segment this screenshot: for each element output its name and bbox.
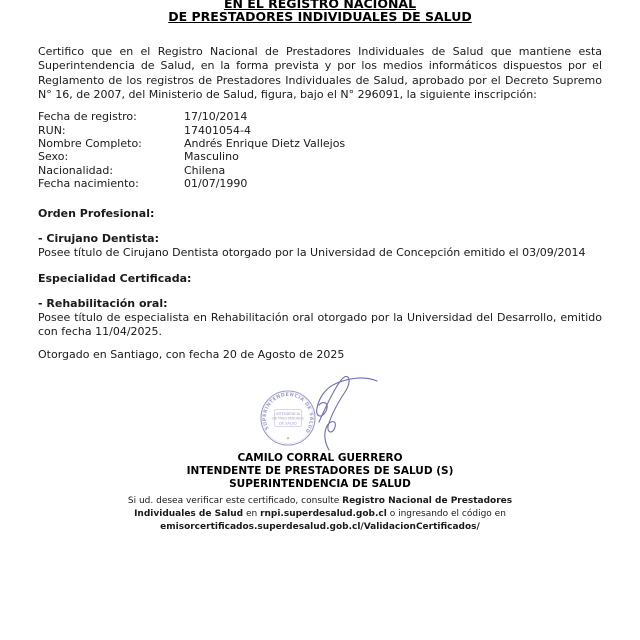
seal-center-line2: DE PRESTADORES (272, 416, 304, 421)
field-row-sexo (38, 150, 602, 163)
field-label: Fecha de registro: (38, 110, 137, 124)
field-label: Nombre Completo: (38, 137, 142, 150)
footer-text: o ingresando el código en (386, 509, 506, 520)
field-value: 01/07/1990 (184, 177, 248, 191)
footer-text: en (243, 509, 261, 520)
field-row-fecha-registro (38, 110, 602, 123)
registration-fields (38, 110, 602, 190)
seal-star-icon: ★ (286, 435, 290, 441)
section-heading: Especialidad Certificada: (38, 271, 192, 285)
field-row-fecha-nacimiento (38, 177, 602, 190)
field-value: 17/10/2014 (184, 110, 248, 124)
issuance-line: Otorgado en Santiago, con fecha 20 de Agosto de 2025 (38, 347, 345, 361)
footer-registry-url: rnpi.superdesalud.gob.cl (260, 509, 387, 520)
signatory-name: CAMILO CORRAL GUERRERO (237, 451, 403, 464)
field-label: Sexo: (38, 150, 69, 164)
field-row-run (38, 124, 602, 137)
document-title-line2: DE PRESTADORES INDIVIDUALES DE SALUD (168, 9, 472, 24)
field-row-nombre (38, 137, 602, 150)
stamp-and-signature (235, 370, 395, 454)
footer-text: Si ud. desea verificar este certificado, consulte (127, 495, 343, 506)
profession-description: Posee título de Cirujano Dentista otorgado por la Universidad de Concepción emitido el 03/09/2014 (38, 245, 586, 259)
field-value: Chilena (184, 163, 226, 177)
specialty-title: - Rehabilitación oral: (38, 296, 168, 310)
document-title (38, 0, 602, 23)
verification-footer (104, 495, 536, 535)
section-especialidad-certificada (38, 272, 602, 340)
specialty-description: Posee título de especialista en Rehabilitación oral otorgado por la Universidad del Desarrollo, emitido con fecha 11/04/2025. (38, 310, 602, 339)
signatory-title: INTENDENTE DE PRESTADORES DE SALUD (S) (186, 464, 454, 477)
field-value: Masculino (184, 150, 239, 164)
seal-ring-text: SUPERINTENDENCIA DE SALUD (262, 392, 314, 434)
handwritten-signature-icon (317, 376, 377, 450)
footer-validation-url: emisorcertificados.superdesalud.gob.cl/ValidacionCertificados/ (160, 522, 480, 533)
section-orden-profesional (38, 207, 602, 260)
seal-center-line1: INTENDENCIA (275, 412, 301, 416)
field-row-nacionalidad (38, 164, 602, 177)
signatory-organization: SUPERINTENDENCIA DE SALUD (229, 477, 411, 490)
official-seal-icon (261, 391, 315, 445)
field-label: Nacionalidad: (38, 163, 114, 177)
section-heading: Orden Profesional: (38, 206, 155, 220)
signatory-block (38, 452, 602, 491)
field-value: Andrés Enrique Dietz Vallejos (184, 137, 346, 150)
seal-center-line3: DE SALUD (279, 421, 297, 426)
document-title-line1: EN EL REGISTRO NACIONAL (223, 0, 417, 11)
profession-title: - Cirujano Dentista: (38, 231, 159, 245)
footer-registry-name: Registro Nacional de Prestadores Individuales de Salud (134, 495, 513, 520)
field-label: RUN: (38, 123, 66, 137)
field-label: Fecha nacimiento: (38, 177, 139, 191)
field-value: 17401054-4 (184, 123, 251, 137)
certification-paragraph: Certifico que en el Registro Nacional de Prestadores Individuales de Salud que mantiene esta Superintendencia de Salud, en la forma prevista y por los medios informáticos dispuestos por el Reglamento de los registros de Prestadores Individuales de Salud, aprobado por el Decreto Supremo N° 16, de 2007, del Ministerio de Salud, figura, bajo el N° 296091, la siguiente inscripción: (38, 45, 602, 101)
